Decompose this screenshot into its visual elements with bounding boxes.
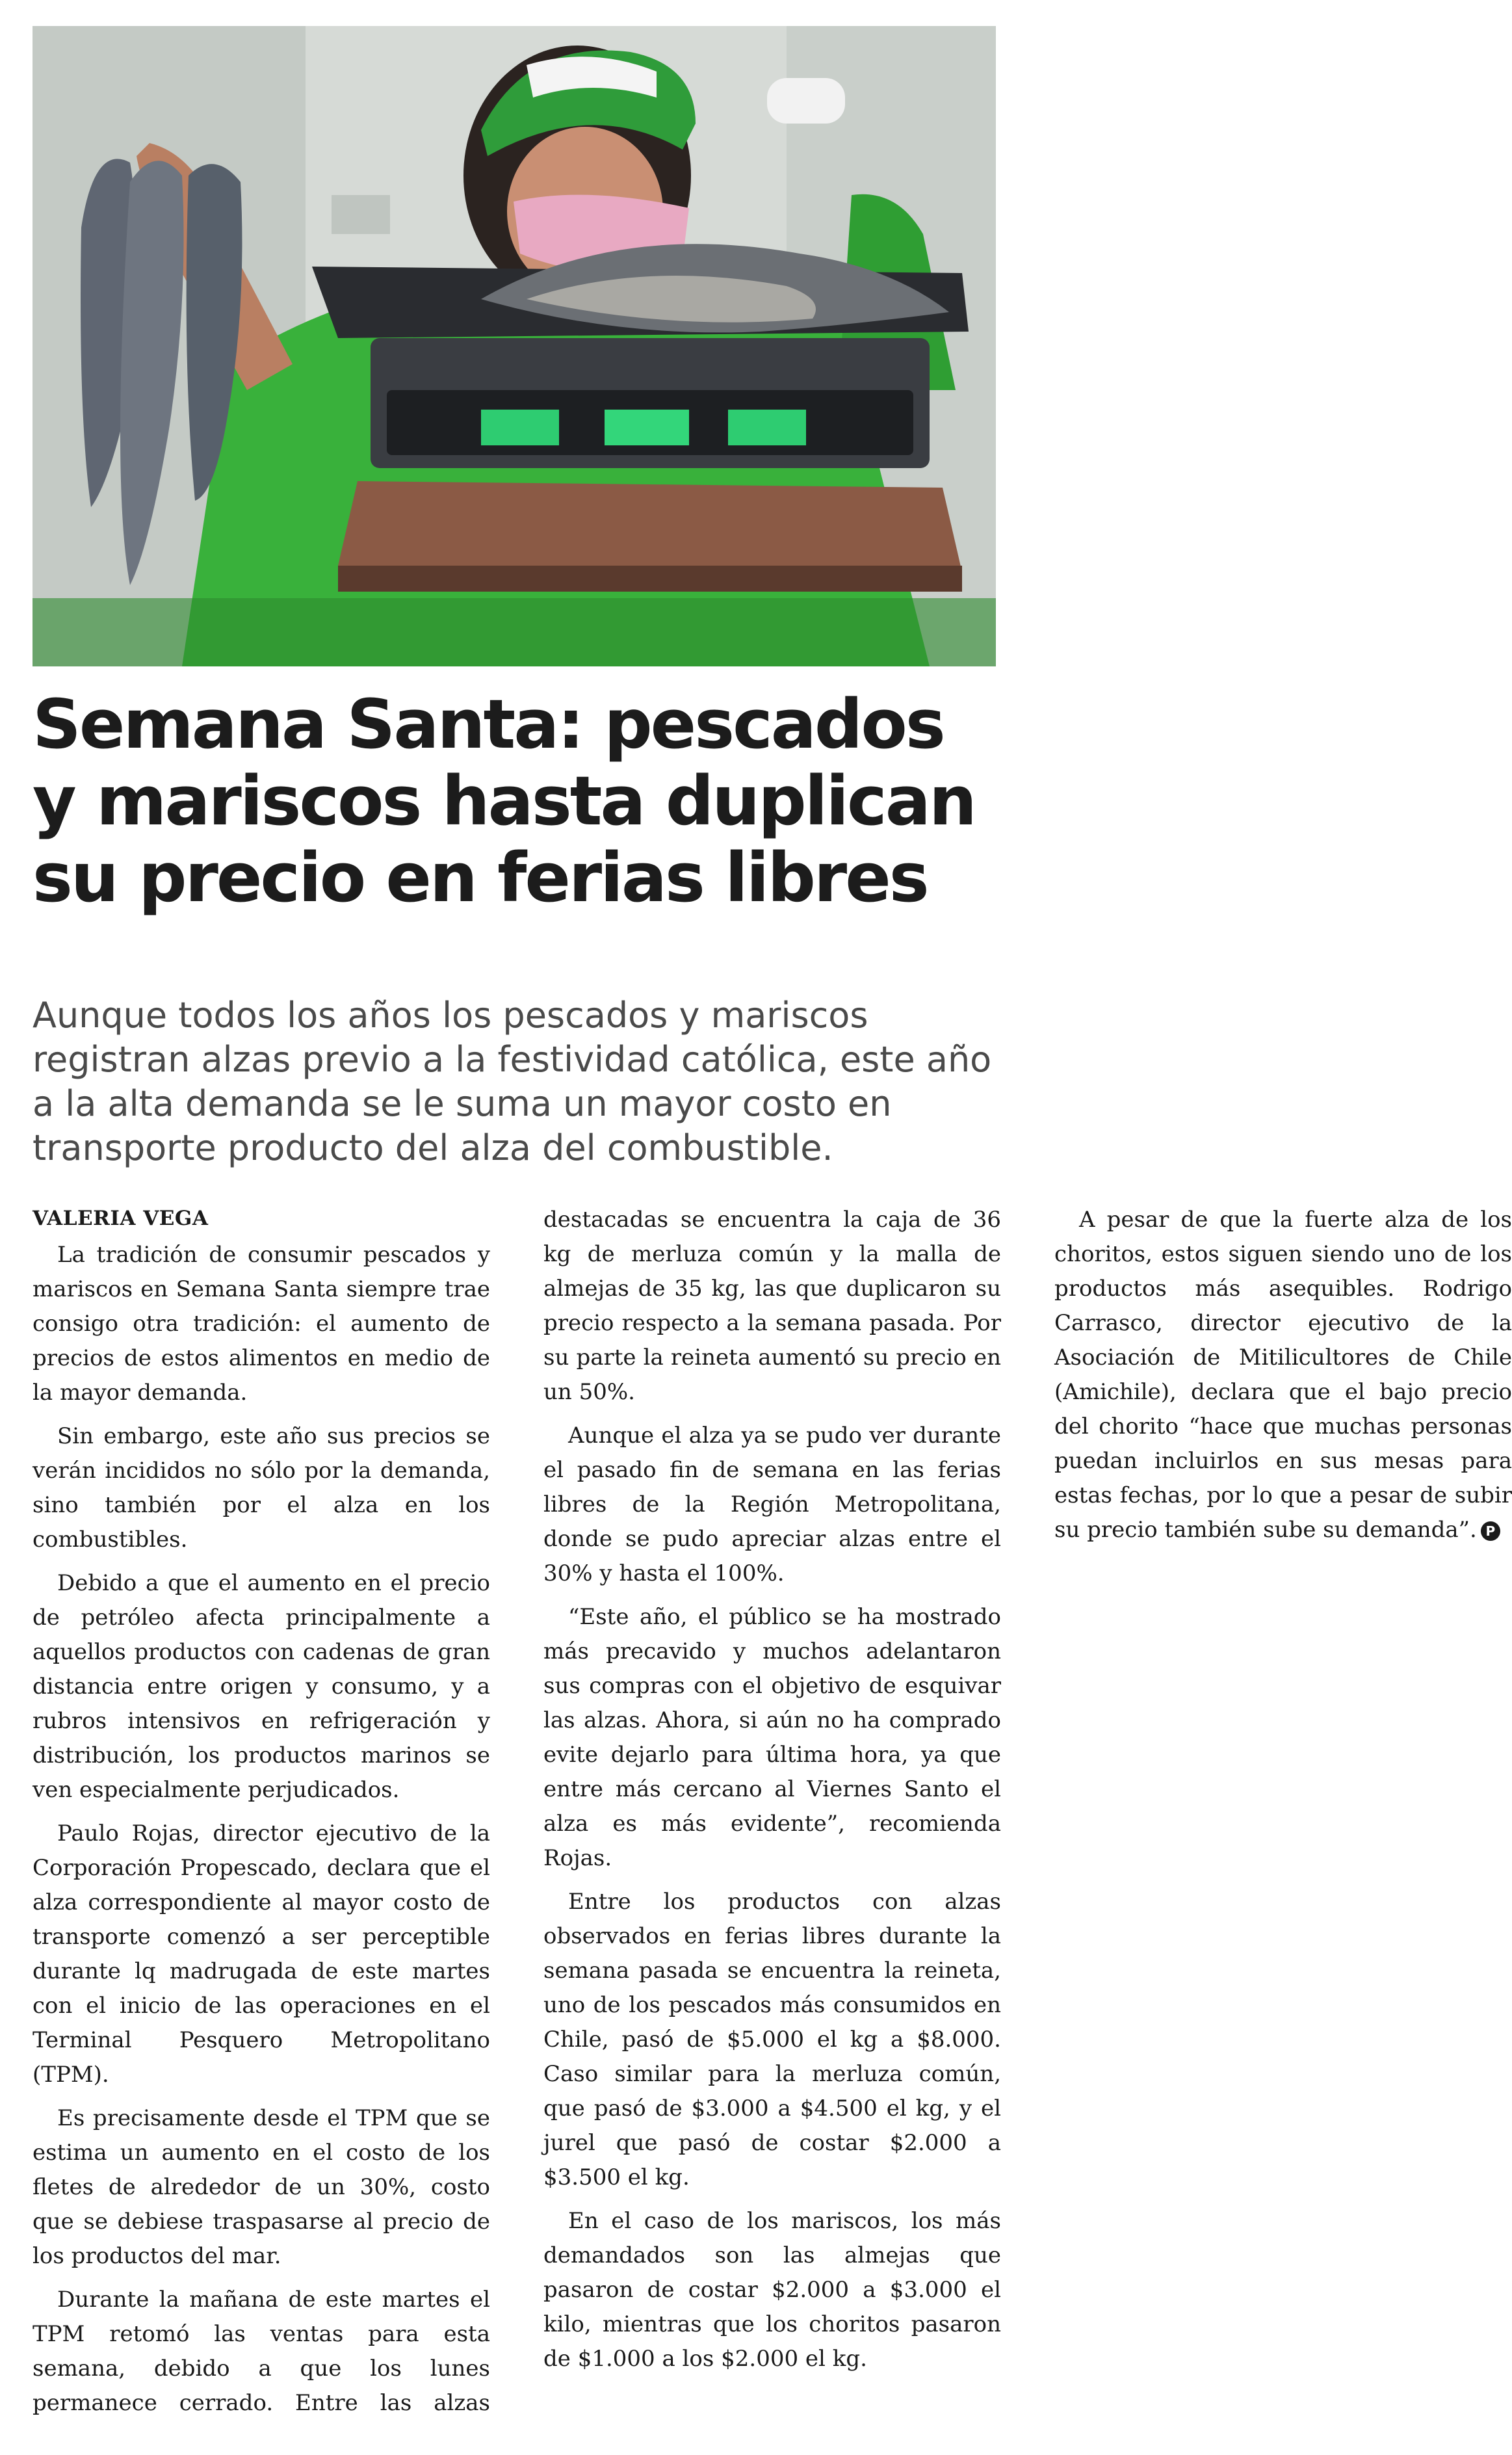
paragraph: Debido a que el aumento en el precio de petróleo afecta principalmente a aquellos productos con cadenas de gran distancia entre origen y consumo, y a rubros intensivos en refrigeración y distribución, los productos marinos se ven especialmente perjudicados. [33,1570,490,1803]
dek-subtitle: Aunque todos los años los pescados y mariscos registran alzas previo a la festividad católica, este año a la alta demanda se le suma un mayor costo en transporte producto del alza del combustible. [33,995,992,1168]
paragraph: En el caso de los mariscos, los más demandados son las almejas que pasaron de costar $2.000 a $3.000 el kilo, mientras que los choritos pasaron de $1.000 a los $2.000 el kg. [543,2208,1001,2372]
paragraph: Durante la mañana de este martes el TPM retomó las ventas para esta semana, debido a que los lunes permanece cerrado. Entre las alzas destacadas se encuentra la caja de 36 kg de merluza común y la malla de almejas de 35 kg, las que duplicaron su precio respecto a la semana pasada. Por su parte la reineta aumentó su precio en un 50%. [33,1207,1001,2416]
end-mark-icon: P [1481,1521,1500,1541]
byline: VALERIA VEGA [33,1207,209,1230]
paragraph: Paulo Rojas, director ejecutivo de la Corporación Propescado, declara que el alza correspondiente al mayor costo de transporte comenzó a ser perceptible durante lq madrugada de este martes con el inicio de las operaciones en el Terminal Pesquero Metropolitano (TPM). [33,1820,490,2088]
paragraph: Entre los productos con alzas observados en ferias libres durante la semana pasada se encuentra la reineta, uno de los pescados más consumidos en Chile, pasó de $5.000 el kg a $8.000. Caso similar para la merluza común, que pasó de $3.000 a $4.500 el kg, y el jurel que pasó de costar $2.000 a $3.500 el kg. [543,1889,1001,2190]
paragraph: La tradición de consumir pescados y mariscos en Semana Santa siempre trae consigo otra tradición: el aumento de precios de estos alimentos en medio de la mayor demanda. [33,1242,490,1406]
paragraph: Sin embargo, este año sus precios se verán incididos no sólo por la demanda, sino también por el alza en los combustibles. [33,1423,490,1553]
headline: Semana Santa: pescados y mariscos hasta duplican su precio en ferias libres [33,685,975,917]
paragraph: Es precisamente desde el TPM que se estima un aumento en el costo de los fletes de alrededor de un 30%, costo que se debiese traspasarse al precio de los productos del mar. [33,2105,490,2269]
paragraph: Aunque el alza ya se pudo ver durante el pasado fin de semana en las ferias libres de la Región Metropolitana, donde se pudo apreciar alzas entre el 30% y hasta el 100%. [543,1423,1001,1586]
paragraph: “Este año, el público se ha mostrado más precavido y muchos adelantaron sus compras con el objetivo de esquivar las alzas. Ahora, si aún no ha comprado evite dejarlo para última hora, ya que entre más cercano al Viernes Santo el alza es más evidente”, recomienda Rojas. [543,1604,1001,1871]
article-body [33,1203,1512,2438]
paragraph-last-text: A pesar de que la fuerte alza de los choritos, estos siguen siendo uno de los productos más asequibles. Rodrigo Carrasco, director ejecutivo de la Asociación de Mitilicultores de Chile (Amichile), declara que el bajo precio del chorito “hace que muchas personas puedan incluirlos en sus mesas para estas fechas, por lo que a pesar de subir su precio también sube su demanda”. [1054,1207,1512,1543]
paragraph-last [1054,1203,1512,1547]
article-photo [33,26,996,666]
